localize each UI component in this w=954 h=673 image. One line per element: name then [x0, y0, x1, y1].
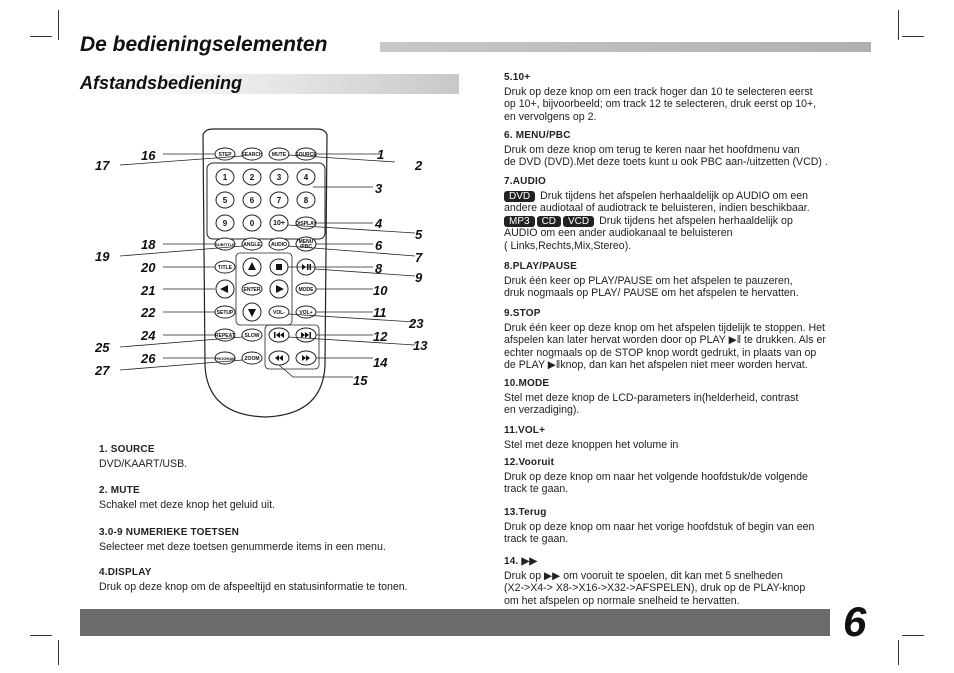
section-title: 13.Terug — [504, 507, 547, 518]
down-button[interactable] — [243, 303, 261, 321]
svg-text:STEP: STEP — [218, 152, 232, 158]
svg-text:SLOW: SLOW — [244, 333, 260, 339]
vol-plus-button[interactable] — [296, 306, 316, 318]
section-body: Schakel met deze knop het geluid uit. — [99, 498, 276, 511]
section-title: 9.STOP — [504, 308, 541, 319]
callout-18: 18 — [141, 237, 156, 252]
section-title: 10.MODE — [504, 378, 550, 389]
fast-forward-button[interactable] — [296, 351, 316, 365]
callout-13: 13 — [413, 338, 428, 353]
svg-text:1: 1 — [222, 173, 228, 182]
callout-3: 3 — [375, 181, 383, 196]
section-title: 6. MENU/PBC — [504, 130, 571, 141]
number-1-button[interactable] — [216, 169, 234, 185]
callout-12: 12 — [373, 329, 388, 344]
number-2-button[interactable] — [243, 169, 261, 185]
section-audio — [504, 176, 884, 252]
vol-minus-button[interactable] — [269, 306, 289, 318]
callout-17: 17 — [95, 158, 110, 173]
angle-button[interactable] — [242, 238, 262, 250]
crop-mark — [902, 635, 924, 636]
callout-14: 14 — [373, 355, 388, 370]
section-body: DVD/KAART/USB. — [99, 457, 188, 470]
callout-7: 7 — [415, 250, 423, 265]
section-title: 14. ▶▶ — [504, 556, 538, 567]
crop-mark — [30, 635, 52, 636]
section-volume — [504, 425, 884, 451]
callout-1: 1 — [377, 147, 385, 162]
next-button[interactable] — [296, 328, 316, 342]
section-fast-forward — [504, 556, 884, 607]
svg-text:4: 4 — [303, 173, 309, 182]
svg-text:8: 8 — [303, 196, 309, 205]
svg-text:ENTER: ENTER — [243, 287, 261, 293]
callout-23: 23 — [409, 316, 424, 331]
section-body: Druk op ▶▶ om vooruit te spoelen, dit kan met 5 snelheden (X2->X4-> X8->X16->X32->AFSPELEN), druk op de PLAY-knop om het afspelen op normale snelheid te hervatten. — [504, 569, 806, 607]
callout-11: 11 — [373, 305, 387, 320]
number-6-button[interactable] — [243, 192, 261, 208]
search-button[interactable] — [241, 148, 263, 160]
crop-mark — [58, 640, 59, 665]
section-title: 5.10+ — [504, 72, 531, 83]
section-numeric-keys — [99, 527, 459, 553]
section-body: Druk op deze knop om naar het vorige hoofdstuk of begin van een track te gaan. — [504, 520, 815, 545]
section-body: Druk op deze knop om naar het volgende hoofdstuk/de volgende track te gaan. — [504, 470, 808, 495]
callout-2: 2 — [415, 158, 423, 173]
callout-21: 21 — [141, 283, 156, 298]
audio-text-3: Druk tijdens het afspelen herhaaldelijk op — [596, 214, 793, 227]
callout-27: 27 — [95, 363, 110, 378]
vcd-badge: VCD — [563, 216, 594, 227]
section-title: Afstandsbediening — [80, 73, 243, 93]
svg-text:10+: 10+ — [273, 220, 285, 227]
section-body: Stel met deze knop de LCD-parameters in(helderheid, contrast en verzadiging). — [504, 391, 799, 416]
mp3-badge: MP3 — [504, 216, 535, 227]
mode-button[interactable] — [296, 283, 316, 295]
section-back — [504, 507, 884, 546]
callout-4: 4 — [375, 216, 383, 231]
title-bar — [380, 42, 871, 52]
cd-badge: CD — [537, 216, 561, 227]
stop-button[interactable] — [270, 259, 288, 275]
footer-bar — [80, 609, 830, 636]
svg-text:3: 3 — [276, 173, 282, 182]
callout-16: 16 — [141, 148, 156, 163]
section-body: Stel met deze knoppen het volume in — [504, 438, 679, 451]
section-title: 1. SOURCE — [99, 444, 155, 455]
crop-mark — [898, 10, 899, 40]
svg-text:SEARCH: SEARCH — [241, 152, 263, 158]
rewind-button[interactable] — [269, 351, 289, 365]
number-8-button[interactable] — [297, 192, 315, 208]
svg-text:6: 6 — [249, 196, 255, 205]
svg-text:AUDIO: AUDIO — [270, 242, 288, 248]
callout-19: 19 — [95, 249, 110, 264]
svg-text:MODE: MODE — [298, 287, 314, 293]
svg-text:VOL+: VOL+ — [299, 310, 313, 316]
callout-9: 9 — [415, 270, 423, 285]
section-forward — [504, 457, 884, 496]
section-title: 8.PLAY/PAUSE — [504, 261, 577, 272]
svg-text:7: 7 — [276, 196, 282, 205]
callout-25: 25 — [95, 340, 110, 355]
page-number: 6 — [843, 598, 867, 645]
slow-button[interactable] — [242, 329, 262, 341]
svg-text:5: 5 — [222, 196, 228, 205]
svg-text:MENU: MENU — [298, 239, 314, 245]
svg-text:SUBTITLE: SUBTITLE — [215, 242, 235, 247]
previous-button[interactable] — [269, 328, 289, 342]
audio-button[interactable] — [269, 238, 289, 250]
svg-text:SOURCE: SOURCE — [295, 152, 317, 158]
left-button[interactable] — [216, 280, 234, 298]
callout-8: 8 — [375, 261, 383, 276]
section-body: Druk op deze knop om een track hoger dan 10 te selecteren eerst op 10+, bijvoorbeeld; om track 12 te selecteren, druk eerst op 10+, en vervolgens op 2. — [504, 85, 817, 123]
source-button[interactable] — [295, 148, 317, 160]
section-body: Druk één keer op PLAY/PAUSE om het afspelen te pauzeren, druk nogmaals op PLAY/ PAUSE om het afspelen te hervatten. — [504, 274, 799, 299]
section-title: 7.AUDIO — [504, 176, 546, 187]
number-7-button[interactable] — [270, 192, 288, 208]
audio-text-4: AUDIO om een ander audiokanaal te beluisteren ( Links,Rechts,Mix,Stereo). — [504, 227, 733, 252]
svg-text:0: 0 — [249, 219, 255, 228]
svg-text:/PBC: /PBC — [300, 244, 312, 250]
number-3-button[interactable] — [270, 169, 288, 185]
svg-text:REPEAT: REPEAT — [215, 333, 235, 339]
dvd-badge: DVD — [504, 191, 535, 202]
crop-mark — [30, 36, 52, 37]
callout-10: 10 — [373, 283, 388, 298]
audio-text-1: Druk tijdens het afspelen herhaaldelijk op AUDIO om een — [537, 189, 809, 202]
svg-text:DISPLAY: DISPLAY — [295, 221, 317, 227]
section-stop — [504, 308, 884, 372]
section-mode — [504, 378, 884, 417]
callout-5: 5 — [415, 227, 423, 242]
callout-24: 24 — [141, 328, 156, 343]
section-menu-pbc — [504, 130, 884, 169]
section-title: 2. MUTE — [99, 485, 140, 496]
section-title: 4.DISPLAY — [99, 567, 152, 578]
section-body: Druk één keer op deze knop om het afspelen tijdelijk te stoppen. Het afspelen kan later hervat worden door op PLAY ▶‖ te drukken. Als er echter nogmaals op de STOP knop wordt gedrukt, in plaats van op de PLAY ▶‖knop, dan kan het afspelen niet meer worden hervat. — [504, 321, 826, 371]
svg-text:SETUP: SETUP — [216, 310, 234, 316]
right-button[interactable] — [270, 280, 288, 298]
section-body: Selecteer met deze toetsen genummerde items in een menu. — [99, 540, 386, 553]
svg-text:PROGRAM: PROGRAM — [214, 356, 236, 361]
section-source — [99, 444, 459, 470]
mute-button[interactable] — [269, 148, 289, 160]
display-button[interactable] — [295, 217, 317, 229]
ten-plus-button[interactable] — [270, 215, 288, 231]
callout-26: 26 — [141, 351, 156, 366]
section-title: 12.Vooruit — [504, 457, 555, 468]
svg-text:9: 9 — [222, 219, 228, 228]
page-title: De bedieningselementen — [80, 33, 328, 56]
callout-22: 22 — [141, 305, 156, 320]
crop-mark — [902, 36, 924, 37]
number-9-button[interactable] — [216, 215, 234, 231]
svg-text:2: 2 — [249, 173, 255, 182]
remote-control-diagram — [95, 125, 435, 425]
callout-20: 20 — [141, 260, 156, 275]
number-0-button[interactable] — [243, 215, 261, 231]
callout-6: 6 — [375, 238, 383, 253]
section-body: Druk op deze knop om de afspeeltijd en statusinformatie te tonen. — [99, 580, 408, 593]
svg-text:MUTE: MUTE — [271, 152, 287, 158]
setup-button[interactable] — [215, 306, 235, 318]
section-play-pause — [504, 261, 884, 300]
section-title: 11.VOL+ — [504, 425, 546, 436]
number-5-button[interactable] — [216, 192, 234, 208]
section-display — [99, 567, 469, 593]
crop-mark — [58, 10, 59, 40]
section-mute — [99, 485, 459, 511]
svg-text:ANGLE: ANGLE — [243, 242, 261, 248]
svg-text:ZOOM: ZOOM — [244, 356, 260, 362]
svg-text:TITLE: TITLE — [218, 265, 232, 271]
zoom-button[interactable] — [242, 352, 262, 364]
audio-text-2: andere audiotaal of audiotrack te beluisteren, indien beschikbaar. — [504, 202, 810, 214]
up-button[interactable] — [243, 258, 261, 276]
section-ten-plus — [504, 72, 884, 123]
crop-mark — [898, 640, 899, 665]
section-body: Druk om deze knop om terug te keren naar het hoofdmenu van de DVD (DVD).Met deze toets kunt u ook PBC aan-/uitzetten (VCD) . — [504, 143, 828, 168]
callout-15: 15 — [353, 373, 368, 388]
title-button[interactable] — [215, 261, 235, 273]
section-title: 3.0-9 NUMERIEKE TOETSEN — [99, 527, 240, 538]
svg-text:VOL-: VOL- — [273, 310, 285, 316]
menu-pbc-button[interactable] — [296, 237, 316, 251]
number-4-button[interactable] — [297, 169, 315, 185]
enter-button[interactable] — [242, 283, 262, 295]
